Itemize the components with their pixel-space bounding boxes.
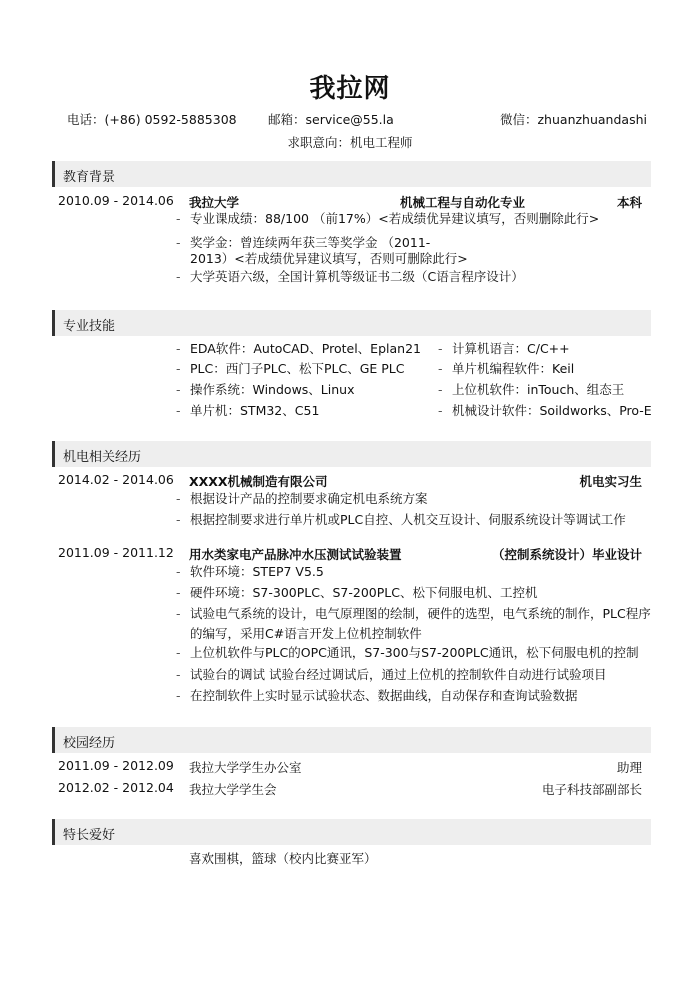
phone: 电话：(+86) 0592-5885308: [67, 112, 237, 127]
hobbies-text: 喜欢围棋，篮球（校内比赛亚军）: [189, 851, 377, 866]
campus-role: 电子科技部副部长: [541, 782, 642, 797]
education-major: 机械工程与自动化专业: [400, 195, 526, 210]
section-title: 特长爱好: [63, 828, 116, 843]
section-education: [52, 161, 651, 187]
job2-org: 用水类家电产品脉冲水压测试试验装置: [189, 547, 402, 562]
email: 邮箱：service@55.la: [268, 112, 394, 127]
education-school: 我拉大学: [189, 195, 240, 210]
education-date: 2010.09 - 2014.06: [58, 193, 174, 208]
section-title: 教育背景: [63, 170, 116, 185]
job-objective: 求职意向：机电工程师: [287, 135, 413, 150]
job1-date: 2014.02 - 2014.06: [58, 472, 174, 487]
list-item: - 根据设计产品的控制要求确定机电系统方案: [190, 489, 428, 509]
section-title: 机电相关经历: [63, 450, 142, 465]
list-item: - 试验台的调试 试验台经过调试后，通过上位机的控制软件自动进行试验项目: [190, 665, 606, 685]
job2-role: （控制系统设计）毕业设计: [491, 547, 642, 562]
skill-item: - 上位机软件：inTouch、组态王: [452, 380, 624, 400]
list-item: - 专业课成绩：88/100 （前17%）<若成绩优异建议填写，否则删除此行>: [190, 209, 599, 229]
job1-role: 机电实习生: [579, 474, 642, 489]
wechat: 微信：zhuanzhuandashi: [500, 112, 647, 127]
skill-item: - EDA软件：AutoCAD、Protel、Eplan21: [190, 339, 421, 359]
skill-item: - PLC：西门子PLC、松下PLC、GE PLC: [190, 359, 404, 379]
list-item: - 软件环境：STEP7 V5.5: [190, 562, 324, 582]
section-skills: [52, 310, 651, 336]
list-item: - 在控制软件上实时显示试验状态、数据曲线，自动保存和查询试验数据: [190, 686, 578, 706]
campus-date: 2012.02 - 2012.04: [58, 780, 174, 795]
campus-date: 2011.09 - 2012.09: [58, 758, 174, 773]
list-item-continued: 2013）<若成绩优异建议填写，否则可删除此行>: [190, 251, 468, 266]
job1-org: XXXX机械制造有限公司: [189, 474, 328, 489]
list-item: - 大学英语六级，全国计算机等级证书二级（C语言程序设计）: [190, 267, 524, 287]
section-experience: [52, 441, 651, 467]
section-title: 专业技能: [63, 319, 116, 334]
skill-item: - 单片机编程软件：Keil: [452, 359, 574, 379]
education-degree: 本科: [616, 195, 642, 210]
list-item: - 试验电气系统的设计，电气原理图的绘制，硬件的选型，电气系统的制作，PLC程序: [190, 604, 651, 624]
section-campus: [52, 727, 651, 753]
list-item-continued: 的编写，采用C#语言开发上位机控制软件: [190, 626, 422, 641]
section-hobbies: [52, 819, 651, 845]
candidate-name: 我拉网: [309, 74, 391, 104]
campus-org: 我拉大学学生办公室: [189, 760, 302, 775]
skill-item: - 机械设计软件：Soildworks、Pro-E: [452, 401, 652, 421]
skill-item: - 单片机：STM32、C51: [190, 401, 319, 421]
campus-org: 我拉大学学生会: [189, 782, 277, 797]
list-item: - 上位机软件与PLC的OPC通讯，S7-300与S7-200PLC通讯，松下伺服电机的控制: [190, 643, 639, 663]
list-item: - 根据控制要求进行单片机或PLC自控、人机交互设计、伺服系统设计等调试工作: [190, 510, 626, 530]
campus-role: 助理: [616, 760, 642, 775]
list-item: - 硬件环境：S7-300PLC、S7-200PLC、松下伺服电机、工控机: [190, 583, 537, 603]
list-item: - 奖学金：曾连续两年获三等奖学金 （2011-: [190, 233, 430, 253]
job2-date: 2011.09 - 2011.12: [58, 545, 174, 560]
skill-item: - 计算机语言：C/C++: [452, 339, 570, 359]
skill-item: - 操作系统：Windows、Linux: [190, 380, 354, 400]
section-title: 校园经历: [63, 736, 116, 751]
